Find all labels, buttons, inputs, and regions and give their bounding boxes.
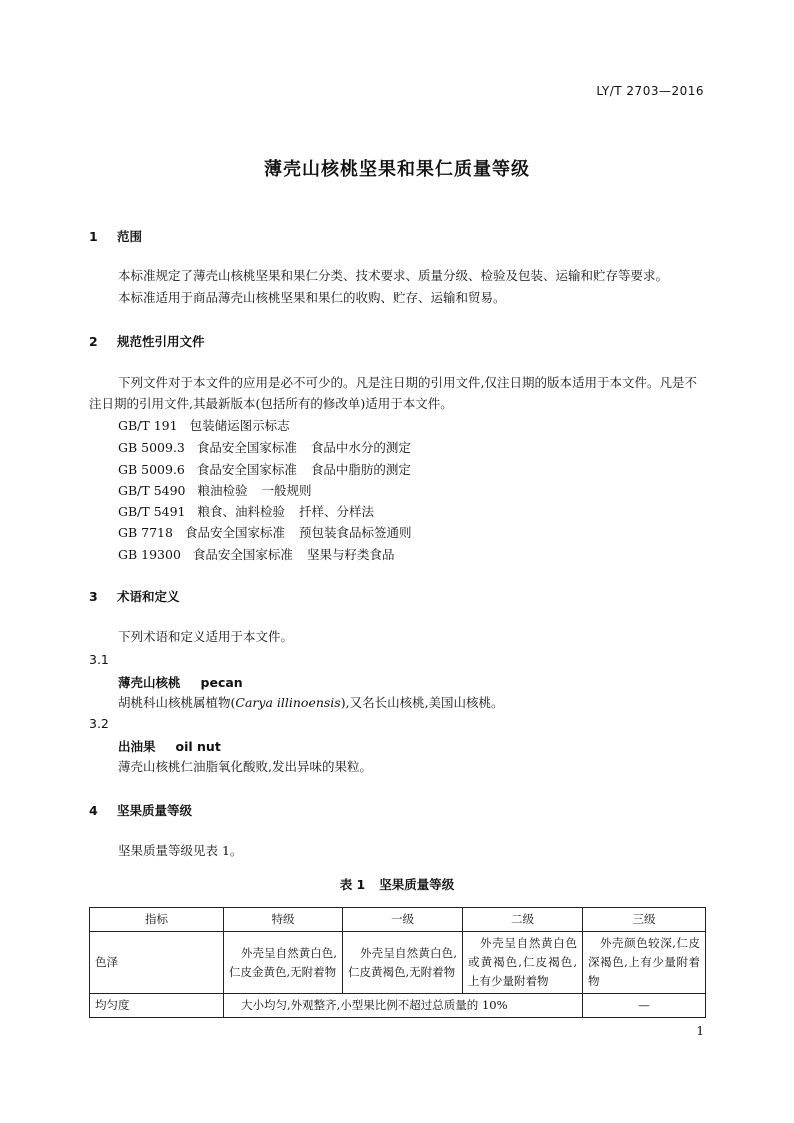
reference-code: GB/T 191 (118, 418, 178, 433)
reference-code: GB 5009.6 (118, 462, 185, 477)
section-4-intro: 坚果质量等级见表 1。 (118, 843, 243, 858)
reference-item (118, 523, 412, 541)
table-row (90, 994, 706, 1018)
header-premium: 特级 (224, 908, 343, 932)
reference-subtitle: 一般规则 (261, 483, 312, 498)
reference-subtitle: 预包装食品标签通则 (298, 525, 412, 540)
definition-text: 胡桃科山核桃属植物( (118, 695, 236, 710)
term-heading (118, 737, 221, 755)
reference-title: 粮油检验 (197, 483, 248, 498)
term-english: pecan (200, 675, 243, 690)
header-grade-2: 二级 (463, 908, 583, 932)
term-number: 3.2 (89, 716, 109, 731)
reference-code: GB/T 5491 (118, 504, 186, 519)
reference-subtitle: 食品中脂肪的测定 (310, 462, 411, 477)
reference-code: GB 7718 (118, 525, 173, 540)
section-number: 1 (89, 229, 98, 244)
section-3-intro: 下列术语和定义适用于本文件。 (118, 629, 294, 644)
section-4-heading (89, 801, 192, 819)
reference-title: 食品安全国家标准 (192, 547, 293, 562)
section-3-heading (89, 587, 180, 605)
section-number: 4 (89, 803, 98, 818)
section-title: 规范性引用文件 (117, 334, 205, 349)
definition-text: ),又名长山核桃,美国山核桃。 (340, 695, 504, 710)
reference-subtitle: 坚果与籽类食品 (306, 547, 395, 562)
reference-item (118, 460, 411, 478)
table-number: 表 1 (339, 877, 366, 892)
reference-title: 食品安全国家标准 (184, 525, 285, 540)
header-grade-1: 一级 (343, 908, 463, 932)
table-title: 坚果质量等级 (379, 877, 455, 892)
row-label: 均匀度 (90, 994, 224, 1018)
document-title: 薄壳山核桃坚果和果仁质量等级 (264, 159, 530, 180)
term-chinese: 出油果 (118, 739, 156, 754)
reference-item (118, 502, 374, 520)
reference-item (118, 416, 290, 434)
section-1-para-1: 本标准规定了薄壳山核桃坚果和果仁分类、技术要求、质量分级、检验及包装、运输和贮存等要求。 (118, 268, 669, 283)
reference-title: 粮食、油料检验 (197, 504, 286, 519)
section-number: 2 (89, 334, 98, 349)
term-chinese: 薄壳山核桃 (118, 675, 181, 690)
table-cell-merged: 大小均匀,外观整齐,小型果比例不超过总质量的 10% (224, 994, 583, 1018)
standard-code: LY/T 2703—2016 (596, 84, 704, 98)
section-title: 坚果质量等级 (117, 803, 193, 818)
reference-code: GB/T 5490 (118, 483, 186, 498)
page-number: 1 (696, 1024, 704, 1038)
reference-item (118, 438, 411, 456)
reference-title: 食品安全国家标准 (196, 462, 297, 477)
table-row (90, 932, 706, 994)
section-number: 3 (89, 589, 98, 604)
quality-grade-table (89, 907, 706, 1018)
section-title: 范围 (117, 229, 143, 244)
section-title: 术语和定义 (117, 589, 180, 604)
term-number: 3.1 (89, 652, 109, 667)
reference-code: GB 5009.3 (118, 440, 185, 455)
reference-subtitle: 食品中水分的测定 (310, 440, 411, 455)
section-2-heading (89, 332, 205, 350)
term-heading (118, 673, 243, 691)
reference-subtitle: 扦样、分样法 (299, 504, 375, 519)
term-english: oil nut (175, 739, 221, 754)
reference-item (118, 481, 312, 499)
reference-code: GB 19300 (118, 547, 181, 562)
table-cell: 外壳呈自然黄白色,仁皮金黄色,无附着物 (224, 932, 343, 994)
table-cell: 外壳颜色较深,仁皮深褐色,上有少量附着物 (583, 932, 706, 994)
table-cell: 外壳呈自然黄白色或黄褐色,仁皮褐色,上有少量附着物 (463, 932, 583, 994)
section-1-heading (89, 227, 142, 245)
table-caption (0, 875, 794, 893)
reference-title: 包装储运图示标志 (189, 418, 290, 433)
table-cell: — (583, 994, 706, 1018)
term-definition (118, 692, 504, 713)
row-label: 色泽 (90, 932, 224, 994)
section-1-para-2: 本标准适用于商品薄壳山核桃坚果和果仁的收购、贮存、运输和贸易。 (118, 290, 506, 305)
section-2-intro: 下列文件对于本文件的应用是必不可少的。凡是注日期的引用文件,仅注日期的版本适用于本文件。凡是不注日期的引用文件,其最新版本(包括所有的修改单)适用于本文件。 (89, 375, 697, 411)
reference-title: 食品安全国家标准 (196, 440, 297, 455)
term-definition: 薄壳山核桃仁油脂氧化酸败,发出异味的果粒。 (118, 759, 372, 774)
table-cell: 外壳呈自然黄白色,仁皮黄褐色,无附着物 (343, 932, 463, 994)
header-grade-3: 三级 (583, 908, 706, 932)
latin-name: Carya illinoensis (235, 695, 341, 710)
reference-item (118, 545, 394, 563)
table-header-row (90, 908, 706, 932)
header-indicator: 指标 (90, 908, 224, 932)
